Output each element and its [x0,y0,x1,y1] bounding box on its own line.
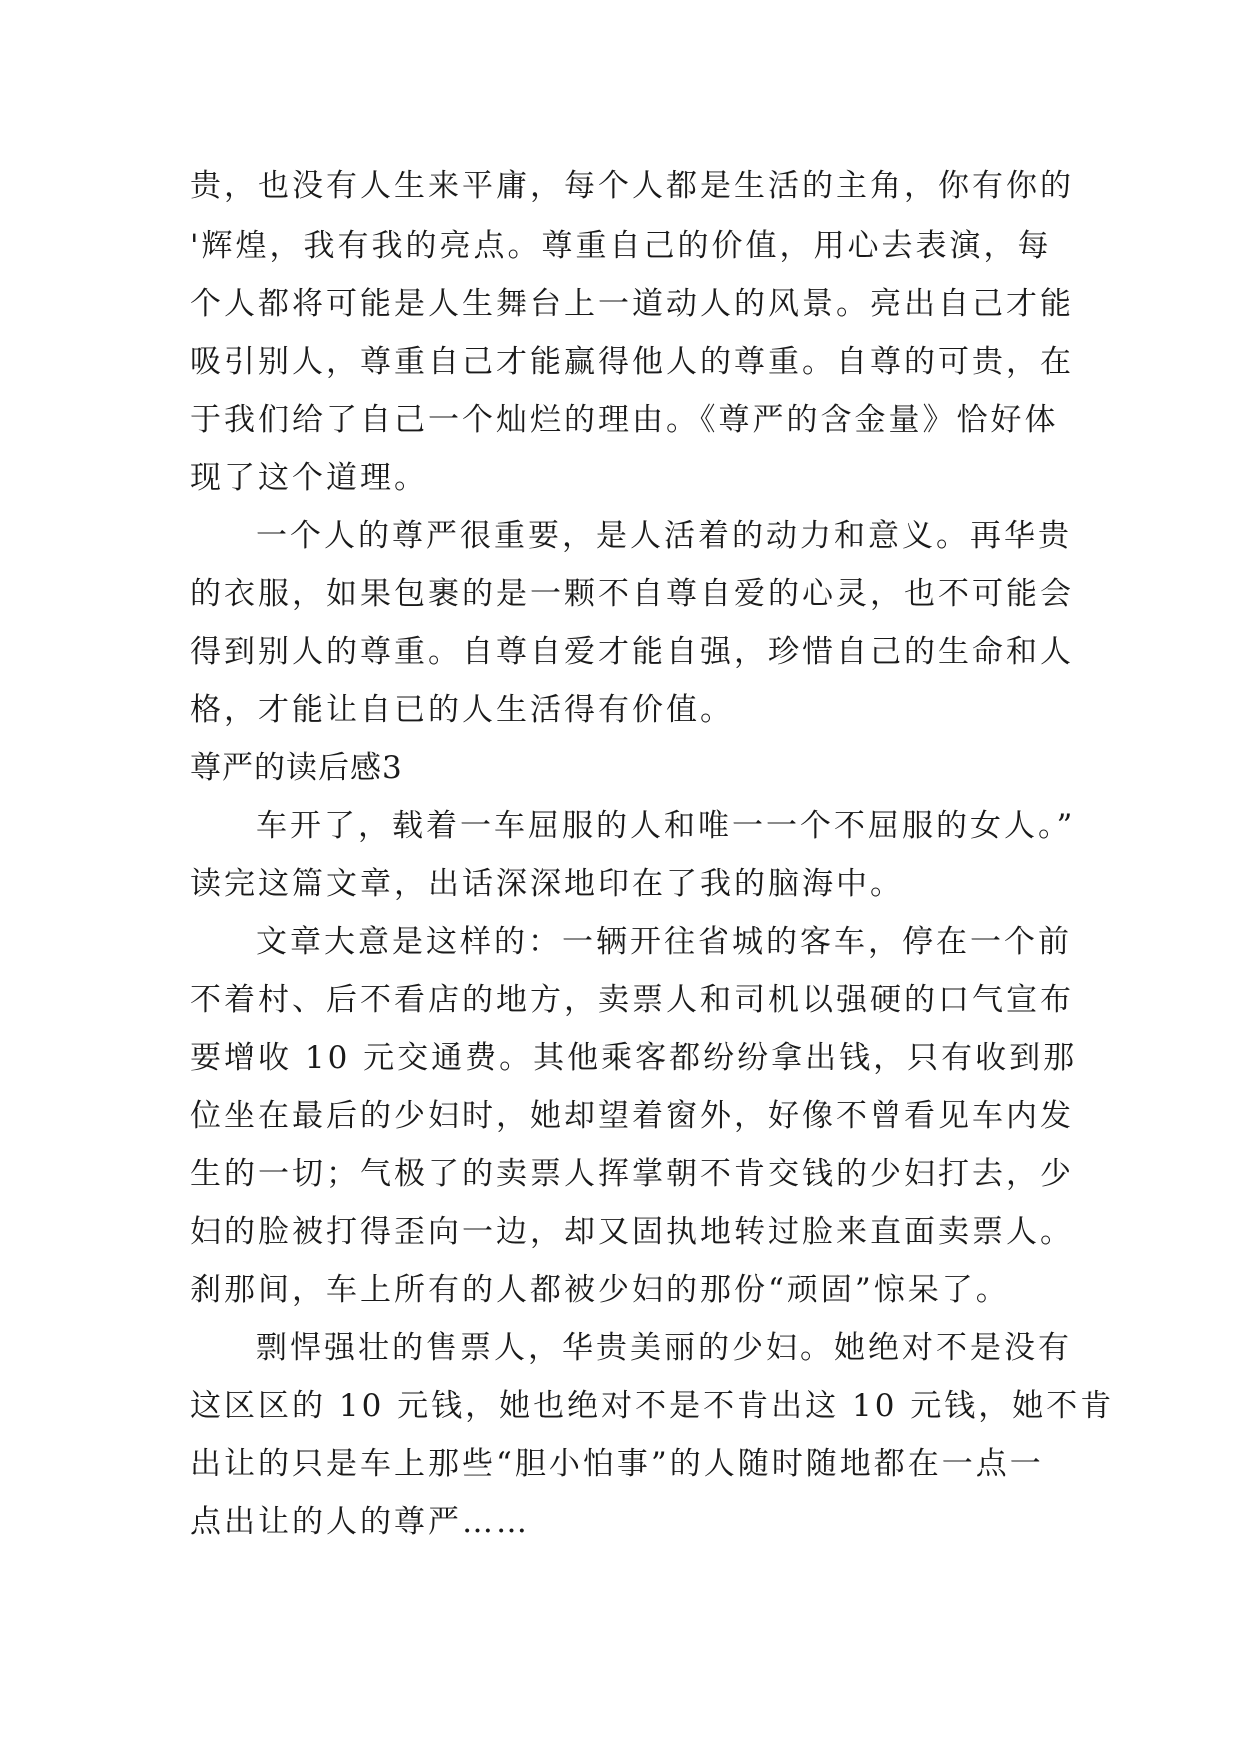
text-line: 个人都将可能是人生舞台上一道动人的风景。亮出自己才能 [190,286,1074,322]
text-line: 读完这篇文章，出话深深地印在了我的脑海中。 [190,866,904,902]
text-line: 的衣服，如果包裹的是一颗不自尊自爱的心灵，也不可能会 [190,576,1074,612]
paragraph-first-line: 一个人的尊严很重要，是人活着的动力和意义。再华贵 [256,518,1072,554]
text-line: 现了这个道理。 [190,460,428,496]
text-line: 得到别人的尊重。自尊自爱才能自强，珍惜自己的生命和人 [190,634,1074,670]
text-line: 吸引别人，尊重自己才能赢得他人的尊重。自尊的可贵，在 [190,344,1074,380]
paragraph-first-line: 文章大意是这样的：一辆开往省城的客车，停在一个前 [256,924,1072,960]
text-line: 点出让的人的尊严…… [190,1504,530,1540]
text-line: 位坐在最后的少妇时，她却望着窗外，好像不曾看见车内发 [190,1098,1074,1134]
text-line: 生的一切；气极了的卖票人挥掌朝不肯交钱的少妇打去，少 [190,1156,1074,1192]
text-line: 贵，也没有人生来平庸，每个人都是生活的主角，你有你的 [190,168,1074,204]
section-heading: 尊严的读后感3 [190,750,403,786]
text-line: 妇的脸被打得歪向一边，却又固执地转过脸来直面卖票人。 [190,1214,1074,1250]
text-line: 刹那间，车上所有的人都被少妇的那份“顽固”惊呆了。 [190,1272,1010,1308]
text-line: 出让的只是车上那些“胆小怕事”的人随时随地都在一点一 [190,1446,1044,1482]
text-line: 这区区的 10 元钱，她也绝对不是不肯出这 10 元钱，她不肯 [190,1388,1115,1424]
text-line: '辉煌，我有我的亮点。尊重自己的价值，用心去表演，每 [190,228,1052,264]
text-line: 要增收 10 元交通费。其他乘客都纷纷拿出钱，只有收到那 [190,1040,1078,1076]
text-line: 于我们给了自己一个灿烂的理由。《尊严的含金量》恰好体 [190,402,1059,438]
paragraph-first-line: 车开了，载着一车屈服的人和唯一一个不屈服的女人。” [256,808,1076,844]
text-line: 不着村、后不看店的地方，卖票人和司机以强硬的口气宣布 [190,982,1074,1018]
text-line: 格，才能让自已的人生活得有价值。 [190,692,734,728]
paragraph-first-line: 剽悍强壮的售票人，华贵美丽的少妇。她绝对不是没有 [256,1330,1072,1366]
